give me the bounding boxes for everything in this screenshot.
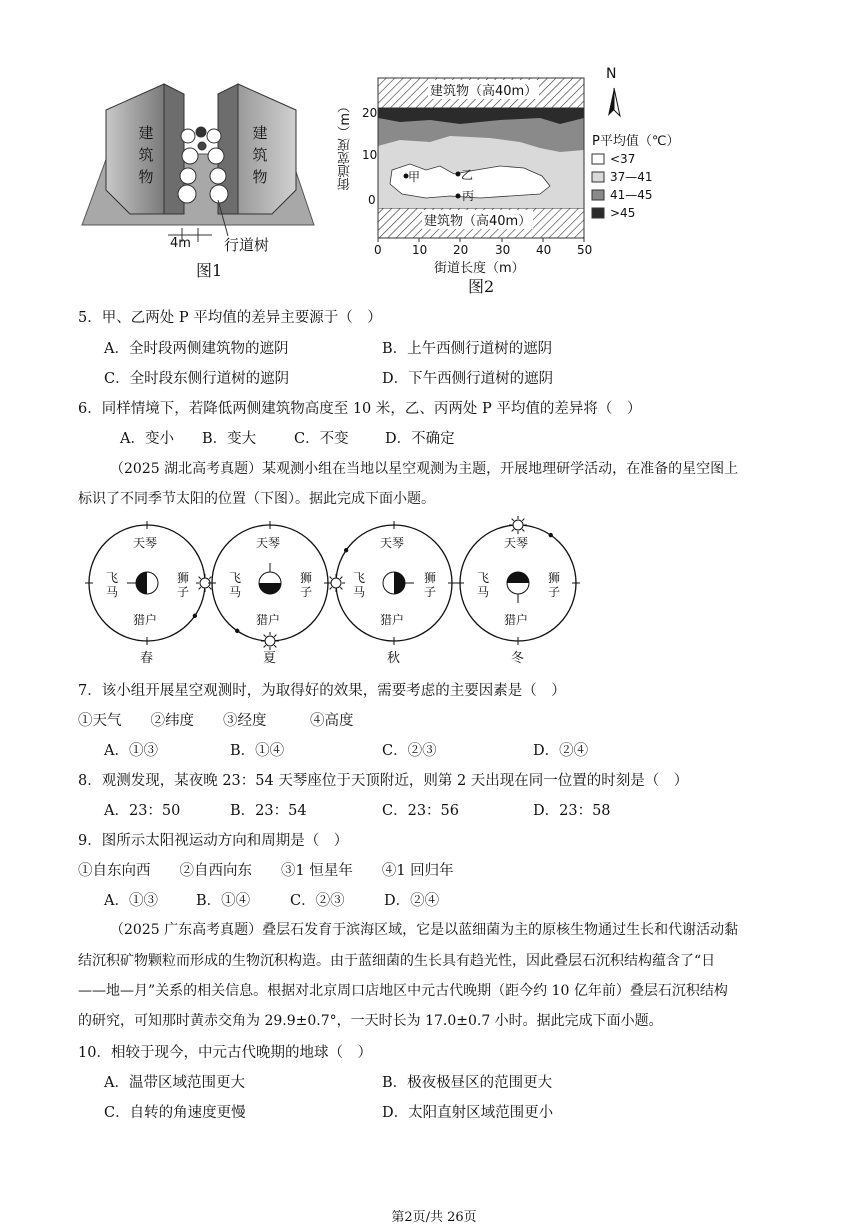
x-axis-label: 街道长度（m） bbox=[434, 261, 525, 276]
constellation-pegasus-1: 飞 bbox=[477, 571, 490, 585]
legend-item-3: 41—45 bbox=[610, 188, 653, 202]
q5-stem: 5．甲、乙两处 P 平均值的差异主要源于（ ） bbox=[78, 310, 382, 326]
earth-night-side bbox=[394, 572, 405, 594]
constellation-lyra: 天琴 bbox=[504, 536, 529, 550]
x-tick-50: 50 bbox=[577, 243, 593, 257]
intro2-line4: 的研究，可知那时黄赤交角为 29.9±0.7°，一天时长为 17.0±0.7 小时。据此完成下面小题。 bbox=[78, 1013, 663, 1029]
earth-night-side bbox=[136, 572, 147, 594]
page-footer: 第2页/共 26页 bbox=[391, 1210, 477, 1225]
earth-night-side bbox=[507, 572, 529, 583]
q10-option-c[interactable]: C．自转的角速度更慢 bbox=[104, 1105, 246, 1121]
q8-stem: 8．观测发现，某夜晚 23：54 天琴座位于天顶附近，则第 2 天出现在同一位置的时刻是（ ） bbox=[78, 773, 689, 789]
figure-1-caption: 图1 bbox=[196, 261, 223, 280]
q10-option-a[interactable]: A．温带区域范围更大 bbox=[104, 1075, 245, 1091]
constellation-leo-2: 子 bbox=[424, 585, 437, 599]
y-axis-label: 街道宽度（m） bbox=[338, 100, 353, 191]
season-label-1: 春 bbox=[140, 651, 154, 666]
season-label-4: 冬 bbox=[511, 651, 525, 666]
constellation-orion: 猎户 bbox=[256, 613, 281, 627]
constellation-orion: 猎户 bbox=[133, 613, 158, 627]
q9-items: ①自东向西 ②自西向东 ③1 恒星年 ④1 回归年 bbox=[78, 863, 454, 879]
q9-option-a[interactable]: A．①③ bbox=[104, 893, 158, 909]
q6-option-c[interactable]: C．不变 bbox=[294, 431, 349, 447]
width-label: 4m bbox=[170, 236, 191, 251]
legend-title: P平均值（℃） bbox=[592, 134, 680, 149]
constellation-orion: 猎户 bbox=[380, 613, 405, 627]
motion-arrow bbox=[549, 533, 553, 537]
constellation-leo-1: 狮 bbox=[177, 571, 190, 585]
point-bing: 丙 bbox=[462, 189, 475, 203]
motion-arrow bbox=[235, 629, 239, 633]
q6-option-d[interactable]: D．不确定 bbox=[385, 431, 455, 447]
q9-option-d[interactable]: D．②④ bbox=[384, 893, 440, 909]
point-yi: 乙 bbox=[461, 168, 474, 182]
x-tick-40: 40 bbox=[536, 243, 552, 257]
constellation-pegasus-2: 马 bbox=[229, 585, 242, 599]
q9-option-b[interactable]: B．①④ bbox=[196, 893, 251, 909]
bottom-building-label: 建筑物（高40m） bbox=[422, 210, 533, 229]
season-label-2: 夏 bbox=[263, 651, 277, 666]
q8-option-d[interactable]: D．23：58 bbox=[533, 803, 611, 819]
constellation-lyra: 天琴 bbox=[133, 536, 158, 550]
north-label: N bbox=[606, 66, 617, 82]
constellation-pegasus-1: 飞 bbox=[353, 571, 366, 585]
q9-stem: 9．图所示太阳视运动方向和周期是（ ） bbox=[78, 833, 349, 849]
figure-2-caption: 图2 bbox=[468, 277, 495, 296]
x-tick-30: 30 bbox=[495, 243, 511, 257]
q8-option-a[interactable]: A．23：50 bbox=[104, 803, 181, 819]
q7-option-d[interactable]: D．②④ bbox=[533, 743, 589, 759]
right-building-label: 建 筑 物 bbox=[252, 124, 268, 186]
tree-label: 行道树 bbox=[224, 236, 270, 254]
q5-option-b[interactable]: B．上午西侧行道树的遮阴 bbox=[382, 341, 553, 357]
point-jia: 甲 bbox=[408, 170, 421, 184]
left-building-label: 建 筑 物 bbox=[138, 124, 154, 186]
legend-item-2: 37—41 bbox=[610, 170, 653, 184]
q7-stem: 7．该小组开展星空观测时，为取得好的效果，需要考虑的主要因素是（ ） bbox=[78, 683, 566, 699]
sun-icon bbox=[509, 516, 527, 534]
legend-item-1: <37 bbox=[610, 152, 636, 166]
constellation-pegasus-2: 马 bbox=[477, 585, 490, 599]
q10-option-b[interactable]: B．极夜极昼区的范围更大 bbox=[382, 1075, 553, 1091]
earth-night-side bbox=[259, 583, 281, 594]
q7-option-a[interactable]: A．①③ bbox=[104, 743, 158, 759]
q10-stem: 10．相较于现今，中元古代晚期的地球（ ） bbox=[78, 1045, 372, 1061]
constellation-lyra: 天琴 bbox=[380, 536, 405, 550]
q10-option-d[interactable]: D．太阳直射区域范围更小 bbox=[382, 1105, 554, 1121]
constellation-pegasus-1: 飞 bbox=[106, 571, 119, 585]
q5-option-a[interactable]: A．全时段两侧建筑物的遮阴 bbox=[104, 341, 289, 357]
constellation-orion: 猎户 bbox=[504, 613, 529, 627]
x-tick-10: 10 bbox=[412, 243, 428, 257]
y-tick-0: 0 bbox=[368, 193, 376, 207]
legend-item-4: >45 bbox=[610, 206, 636, 220]
star-map-4 bbox=[443, 508, 593, 658]
q8-option-b[interactable]: B．23：54 bbox=[230, 803, 307, 819]
left-building-front bbox=[106, 84, 164, 214]
q6-option-a[interactable]: A．变小 bbox=[120, 431, 174, 447]
x-tick-20: 20 bbox=[453, 243, 469, 257]
intro2-line3: ——地—月”关系的相关信息。根据对北京周口店地区中元古代晚期（距今约 10 亿年前）叠层石沉积结构 bbox=[78, 983, 728, 999]
sun-icon bbox=[327, 574, 345, 592]
top-building-label: 建筑物（高40m） bbox=[428, 80, 539, 99]
constellation-pegasus-2: 马 bbox=[106, 585, 119, 599]
x-tick-0: 0 bbox=[374, 243, 382, 257]
q7-option-c[interactable]: C．②③ bbox=[382, 743, 437, 759]
motion-arrow bbox=[344, 548, 348, 552]
constellation-lyra: 天琴 bbox=[256, 536, 281, 550]
constellation-leo-1: 狮 bbox=[548, 571, 561, 585]
intro2-line2: 结沉积矿物颗粒而形成的生物沉积构造。由于蓝细菌的生长具有趋光性，因此叠层石沉积结构蕴含了“日 bbox=[78, 953, 716, 969]
q6-stem: 6．同样情境下，若降低两侧建筑物高度至 10 米，乙、丙两处 P 平均值的差异将（ ） bbox=[78, 401, 642, 417]
q9-option-c[interactable]: C．②③ bbox=[290, 893, 345, 909]
constellation-leo-1: 狮 bbox=[300, 571, 313, 585]
q5-option-c[interactable]: C．全时段东侧行道树的遮阴 bbox=[104, 371, 290, 387]
constellation-leo-1: 狮 bbox=[424, 571, 437, 585]
constellation-pegasus-2: 马 bbox=[353, 585, 366, 599]
q7-option-b[interactable]: B．①④ bbox=[230, 743, 285, 759]
q6-option-b[interactable]: B．变大 bbox=[202, 431, 257, 447]
y-tick-20: 20 bbox=[362, 106, 378, 120]
q7-items: ①天气 ②纬度 ③经度 ④高度 bbox=[78, 713, 354, 729]
q8-option-c[interactable]: C．23：56 bbox=[382, 803, 459, 819]
intro1-line2: 标识了不同季节太阳的位置（下图）。据此完成下面小题。 bbox=[78, 491, 435, 507]
y-tick-10: 10 bbox=[362, 148, 378, 162]
season-label-3: 秋 bbox=[387, 651, 401, 666]
figure-1-street-canyon bbox=[78, 70, 318, 285]
constellation-leo-2: 子 bbox=[548, 585, 561, 599]
constellation-leo-2: 子 bbox=[177, 585, 190, 599]
q5-option-d[interactable]: D．下午西侧行道树的遮阴 bbox=[382, 371, 554, 387]
constellation-pegasus-1: 飞 bbox=[229, 571, 242, 585]
intro2-line1: （2025 广东高考真题）叠层石发育于滨海区域，它是以蓝细菌为主的原核生物通过生长和代谢活动黏 bbox=[110, 922, 739, 938]
constellation-leo-2: 子 bbox=[300, 585, 313, 599]
intro1-line1: （2025 湖北高考真题）某观测小组在当地以星空观测为主题，开展地理研学活动，在准备的星空图上 bbox=[110, 461, 739, 477]
